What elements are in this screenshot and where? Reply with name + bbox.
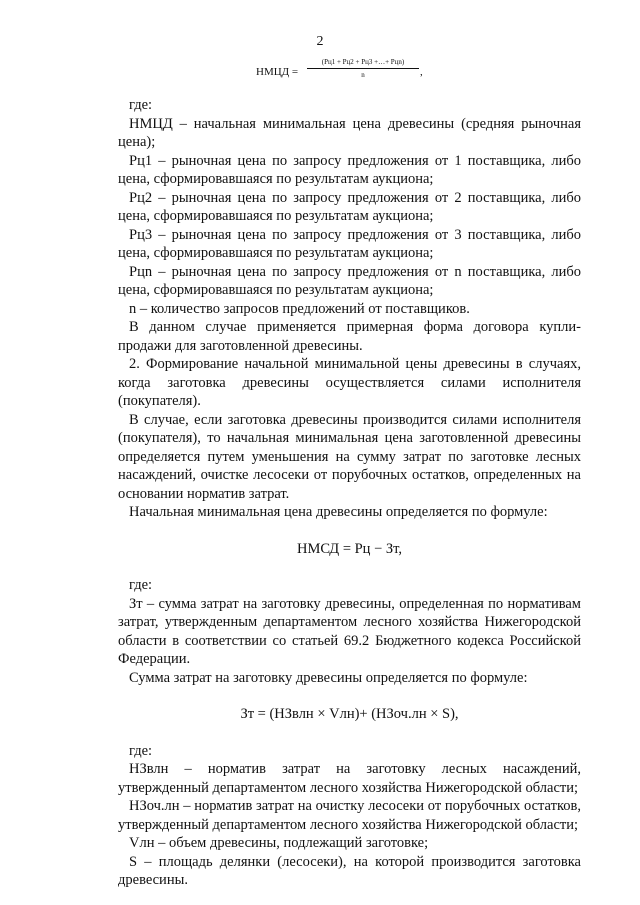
nmcd-formula-numerator: (Рц1 + Рц2 + Рц3 +…+ Рцn) <box>307 58 419 69</box>
definition-zt: Зт – сумма затрат на заготовку древесины, определенная по нормативам затрат, утвержденным департаментом лесного хозяйства Нижегородской области в соответствии со статьей 69.2 Бюджетного кодекса Российской Федерации. <box>118 595 581 667</box>
paragraph-contract-form: В данном случае применяется примерная форма договора купли-продажи для заготовленной древесины. <box>118 319 581 354</box>
definition-nzoch: НЗоч.лн – норматив затрат на очистку лесосеки от порубочных остатков, утвержденный департаментом лесного хозяйства Нижегородской области; <box>118 798 581 833</box>
page-number: 2 <box>316 34 324 49</box>
definition-rc3: Рц3 – рыночная цена по запросу предложения от 3 поставщика, либо цена, сформировавшаяся по результатам аукциона; <box>118 226 581 261</box>
where-label: где: <box>129 97 153 113</box>
document-body <box>118 96 581 890</box>
definition-rc1: Рц1 – рыночная цена по запросу предложения от 1 поставщика, либо цена, сформировавшаяся по результатам аукциона; <box>118 152 581 187</box>
definition-nzvln: НЗвлн – норматив затрат на заготовку лесных насаждений, утвержденный департаментом лесного хозяйства Нижегородской области; <box>118 761 581 796</box>
paragraph-sum-intro: Сумма затрат на заготовку древесины определяется по формуле: <box>129 669 528 686</box>
zt-formula: Зт = (НЗвлн × Vлн)+ (НЗоч.лн × S), <box>240 706 459 722</box>
nmcd-formula-denominator: n <box>361 71 365 79</box>
definition-rc2: Рц2 – рыночная цена по запросу предложения от 2 поставщика, либо цена, сформировавшаяся по результатам аукциона; <box>118 189 581 224</box>
paragraph-formula-intro: Начальная минимальная цена древесины определяется по формуле: <box>129 504 548 520</box>
definition-vln: Vлн – объем древесины, подлежащий заготовке; <box>129 835 429 851</box>
definition-rcn: Рцn – рыночная цена по запросу предложения от n поставщика, либо цена, сформировавшаяся по результатам аукциона; <box>118 263 581 298</box>
definition-s: S – площадь делянки (лесосеки), на которой производится заготовка древесины. <box>118 853 581 888</box>
where-label: где: <box>129 577 153 593</box>
nmcd-formula-lhs: НМЦД = <box>256 66 299 78</box>
definition-nmcd: НМЦД – начальная минимальная цена древесины (средняя рыночная цена); <box>118 115 581 150</box>
nmsd-formula: НМСД = Рц − Зт, <box>296 540 403 557</box>
nmcd-formula-comma: , <box>420 66 423 78</box>
paragraph-case: В случае, если заготовка древесины производится силами исполнителя (покупателя), то начальная минимальная цена заготовленной древесины определяется путем уменьшения на сумму затрат по заготовке лесных насаждений, очистке лесосеки от порубочных остатков, определенных на основании норматив затрат. <box>118 411 581 502</box>
definition-n: n – количество запросов предложений от поставщиков. <box>129 300 470 317</box>
nmcd-formula-fraction <box>307 58 419 79</box>
section-2-heading: 2. Формирование начальной минимальной цены древесины в случаях, когда заготовка древесины осуществляется силами исполнителя (покупателя). <box>118 356 581 409</box>
where-label: где: <box>129 742 153 759</box>
